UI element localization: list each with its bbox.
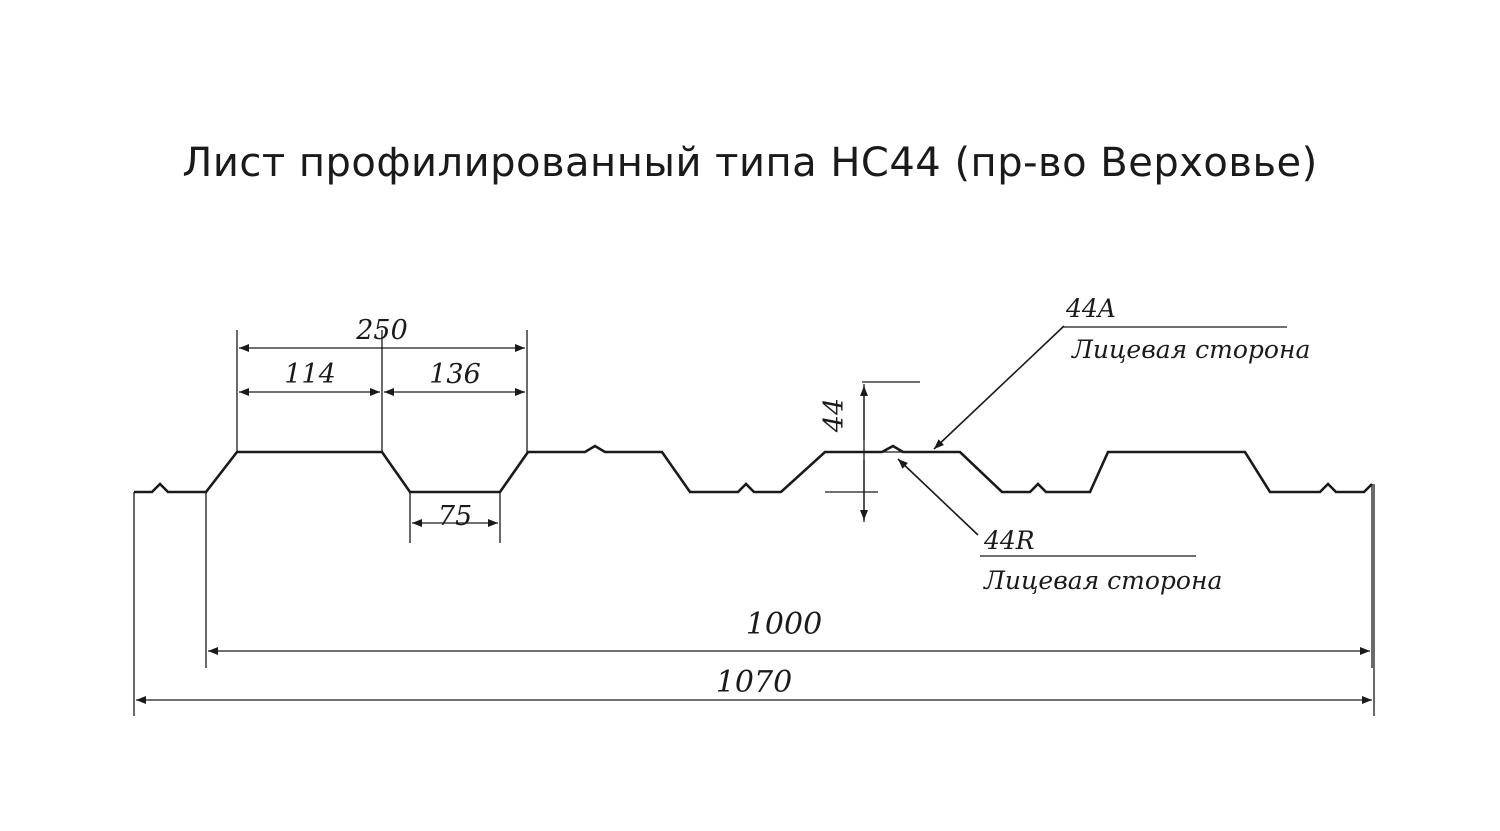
- label-44r-code: 44R: [984, 526, 1035, 555]
- label-44a-code: 44A: [1066, 294, 1116, 323]
- page-title: Лист профилированный типа НС44 (пр-во Верховье): [182, 140, 1318, 186]
- dim-250: 250: [356, 315, 408, 346]
- label-44r-caption: Лицевая сторона: [984, 566, 1223, 595]
- dim-114: 114: [284, 359, 336, 390]
- dimension-labels: [284, 315, 850, 700]
- dim-136: 136: [429, 359, 481, 390]
- dimension-lines: [136, 348, 1372, 700]
- dim-75: 75: [437, 501, 473, 532]
- dim-44: 44: [819, 397, 850, 433]
- dim-1000: 1000: [745, 607, 823, 642]
- label-44a-caption: Лицевая сторона: [1072, 335, 1311, 364]
- dim-1070: 1070: [715, 665, 793, 700]
- sheet-profile-outline: [134, 446, 1372, 492]
- annotation-labels: [982, 294, 1310, 595]
